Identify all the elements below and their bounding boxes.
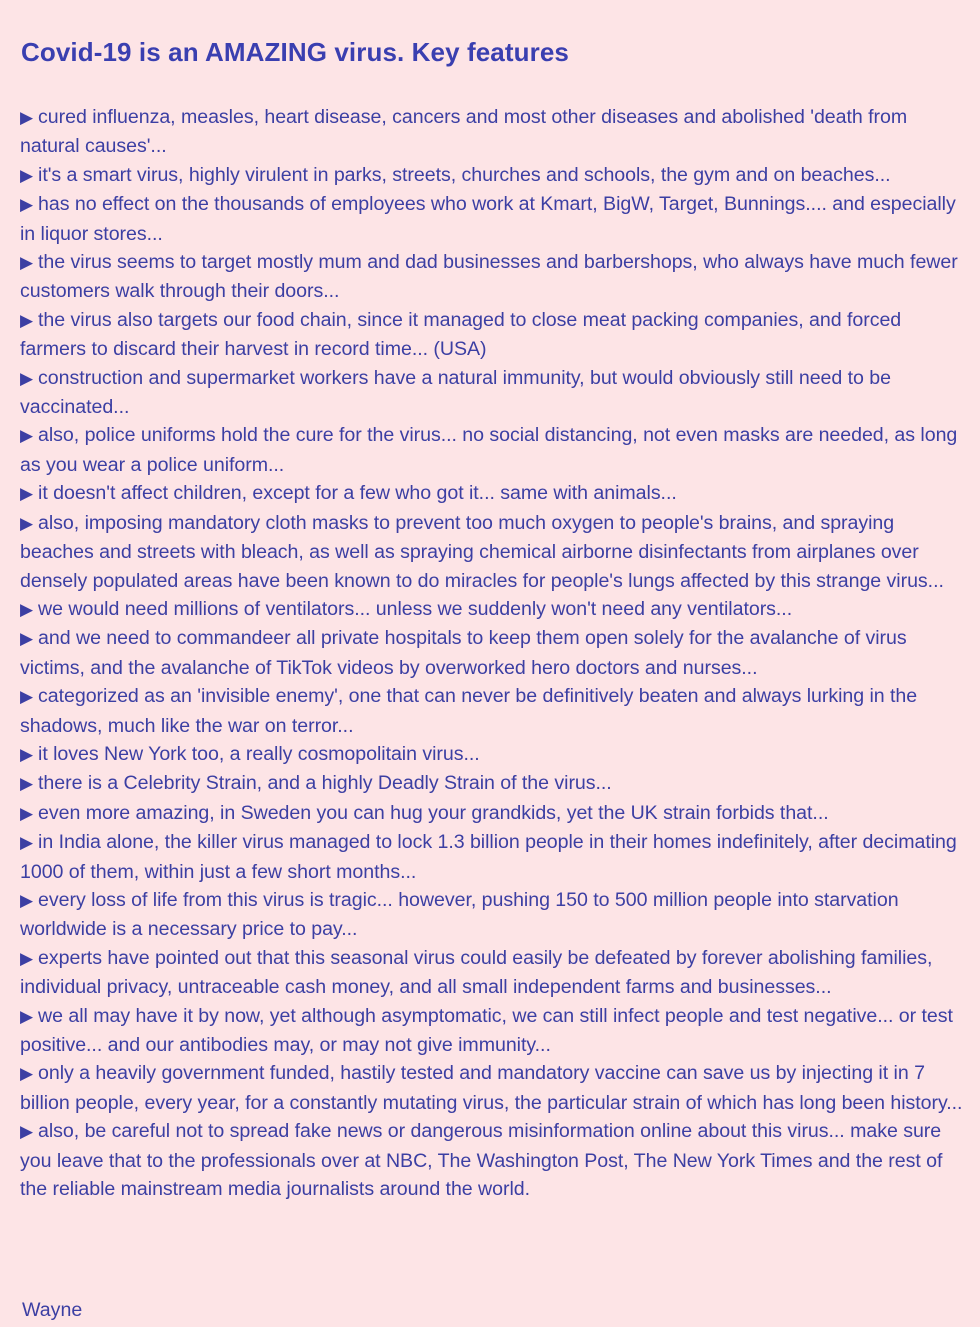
list-item: [20, 799, 964, 828]
list-item-text: experts have pointed out that this seasonal virus could easily be defeated by forever abolishing families, individual privacy, untraceable cash money, and all small independent farms and businesses...: [20, 946, 933, 999]
list-item: [20, 1002, 964, 1060]
list-item-text: also, imposing mandatory cloth masks to prevent too much oxygen to people's brains, and spraying beaches and streets with bleach, as well as spraying chemical airborne disinfectants from airplanes over densely populated areas have been known to do miracles for people's lungs affected by this strange virus...: [20, 511, 944, 592]
triangle-bullet-icon: ▶: [20, 774, 34, 794]
list-item-text: also, be careful not to spread fake news or dangerous misinformation online about this virus... make sure you leave that to the professionals over at NBC, The Washington Post, The New York Times and the rest of the reliable mainstream media journalists around the world.: [20, 1120, 943, 1201]
list-item: [20, 682, 964, 740]
triangle-bullet-icon: ▶: [20, 629, 34, 649]
list-item-text: only a heavily government funded, hastily tested and mandatory vaccine can save us by injecting it in 7 billion people, every year, for a constantly mutating virus, the particular strain of which has long been history...: [20, 1062, 963, 1114]
triangle-bullet-icon: ▶: [20, 253, 34, 273]
list-item: [20, 769, 964, 798]
list-item-text: we all may have it by now, yet although asymptomatic, we can still infect people and test negative... or test positive... and our antibodies may, or may not give immunity...: [20, 1004, 953, 1056]
list-item: [20, 509, 964, 595]
triangle-bullet-icon: ▶: [20, 599, 34, 619]
triangle-bullet-icon: ▶: [20, 687, 34, 707]
triangle-bullet-icon: ▶: [20, 803, 34, 823]
page-title: Covid-19 is an AMAZING virus. Key features: [21, 37, 569, 67]
triangle-bullet-icon: ▶: [20, 948, 34, 968]
list-item: [20, 1117, 964, 1203]
list-item-text: we would need millions of ventilators... unless we suddenly won't need any ventilators...: [38, 597, 793, 620]
list-item: [20, 886, 964, 944]
list-item: [20, 740, 964, 769]
list-item-text: even more amazing, in Sweden you can hug your grandkids, yet the UK strain forbids that...: [38, 801, 829, 824]
signature: Wayne: [22, 1299, 83, 1321]
triangle-bullet-icon: ▶: [20, 1122, 34, 1142]
triangle-bullet-icon: ▶: [20, 108, 34, 127]
list-item-text: it's a smart virus, highly virulent in parks, streets, churches and schools, the gym and on beaches...: [38, 163, 891, 186]
list-item-text: has no effect on the thousands of employees who work at Kmart, BigW, Target, Bunnings.... and especially in liquor stores...: [20, 193, 956, 245]
triangle-bullet-icon: ▶: [20, 426, 34, 446]
list-item-text: also, police uniforms hold the cure for the virus... no social distancing, not even masks are needed, as long as you wear a police uniform...: [20, 424, 958, 476]
feature-list: [20, 103, 964, 1203]
list-item: [20, 595, 964, 624]
list-item: [20, 161, 964, 190]
list-item: [20, 248, 964, 306]
list-item: [20, 103, 964, 161]
triangle-bullet-icon: ▶: [20, 310, 34, 330]
list-item: [20, 944, 964, 1002]
triangle-bullet-icon: ▶: [20, 368, 34, 388]
triangle-bullet-icon: ▶: [20, 484, 34, 504]
list-item-text: in India alone, the killer virus managed to lock 1.3 billion people in their homes indefinitely, after decimating 1000 of them, within just a few short months...: [20, 831, 957, 883]
list-item-text: the virus also targets our food chain, since it managed to close meat packing companies, and forced farmers to discard their harvest in record time... (USA): [20, 308, 902, 361]
triangle-bullet-icon: ▶: [20, 1064, 34, 1084]
triangle-bullet-icon: ▶: [20, 165, 34, 185]
triangle-bullet-icon: ▶: [20, 833, 34, 853]
list-item: [20, 828, 964, 886]
list-item-text: there is a Celebrity Strain, and a highly Deadly Strain of the virus...: [38, 772, 612, 795]
triangle-bullet-icon: ▶: [20, 744, 34, 764]
list-item: [20, 479, 964, 508]
list-item-text: and we need to commandeer all private hospitals to keep them open solely for the avalanche of virus victims, and the avalanche of TikTok videos by overworked hero doctors and nurses...: [20, 627, 907, 679]
list-item-text: construction and supermarket workers have a natural immunity, but would obviously still need to be vaccinated...: [20, 366, 891, 419]
list-item: [20, 364, 964, 422]
list-item-text: every loss of life from this virus is tragic... however, pushing 150 to 500 million people into starvation worldwide is a necessary price to pay...: [20, 888, 899, 941]
list-item: [20, 624, 964, 682]
list-item-text: it loves New York too, a really cosmopolitain virus...: [38, 742, 480, 765]
list-item-text: it doesn't affect children, except for a few who got it... same with animals...: [38, 482, 677, 505]
list-item: [20, 190, 964, 248]
triangle-bullet-icon: ▶: [20, 513, 34, 533]
list-item: [20, 306, 964, 364]
list-item-text: categorized as an 'invisible enemy', one that can never be definitively beaten and always lurking in the shadows, much like the war on terror...: [20, 685, 918, 737]
list-item: [20, 421, 964, 479]
triangle-bullet-icon: ▶: [20, 1006, 34, 1026]
list-item-text: the virus seems to target mostly mum and dad businesses and barbershops, who always have much fewer customers walk through their doors...: [20, 251, 958, 303]
list-item-text: cured influenza, measles, heart disease, cancers and most other diseases and abolished 'death from natural causes'...: [20, 106, 908, 158]
triangle-bullet-icon: ▶: [20, 195, 34, 215]
list-item: [20, 1059, 964, 1117]
triangle-bullet-icon: ▶: [20, 890, 34, 910]
